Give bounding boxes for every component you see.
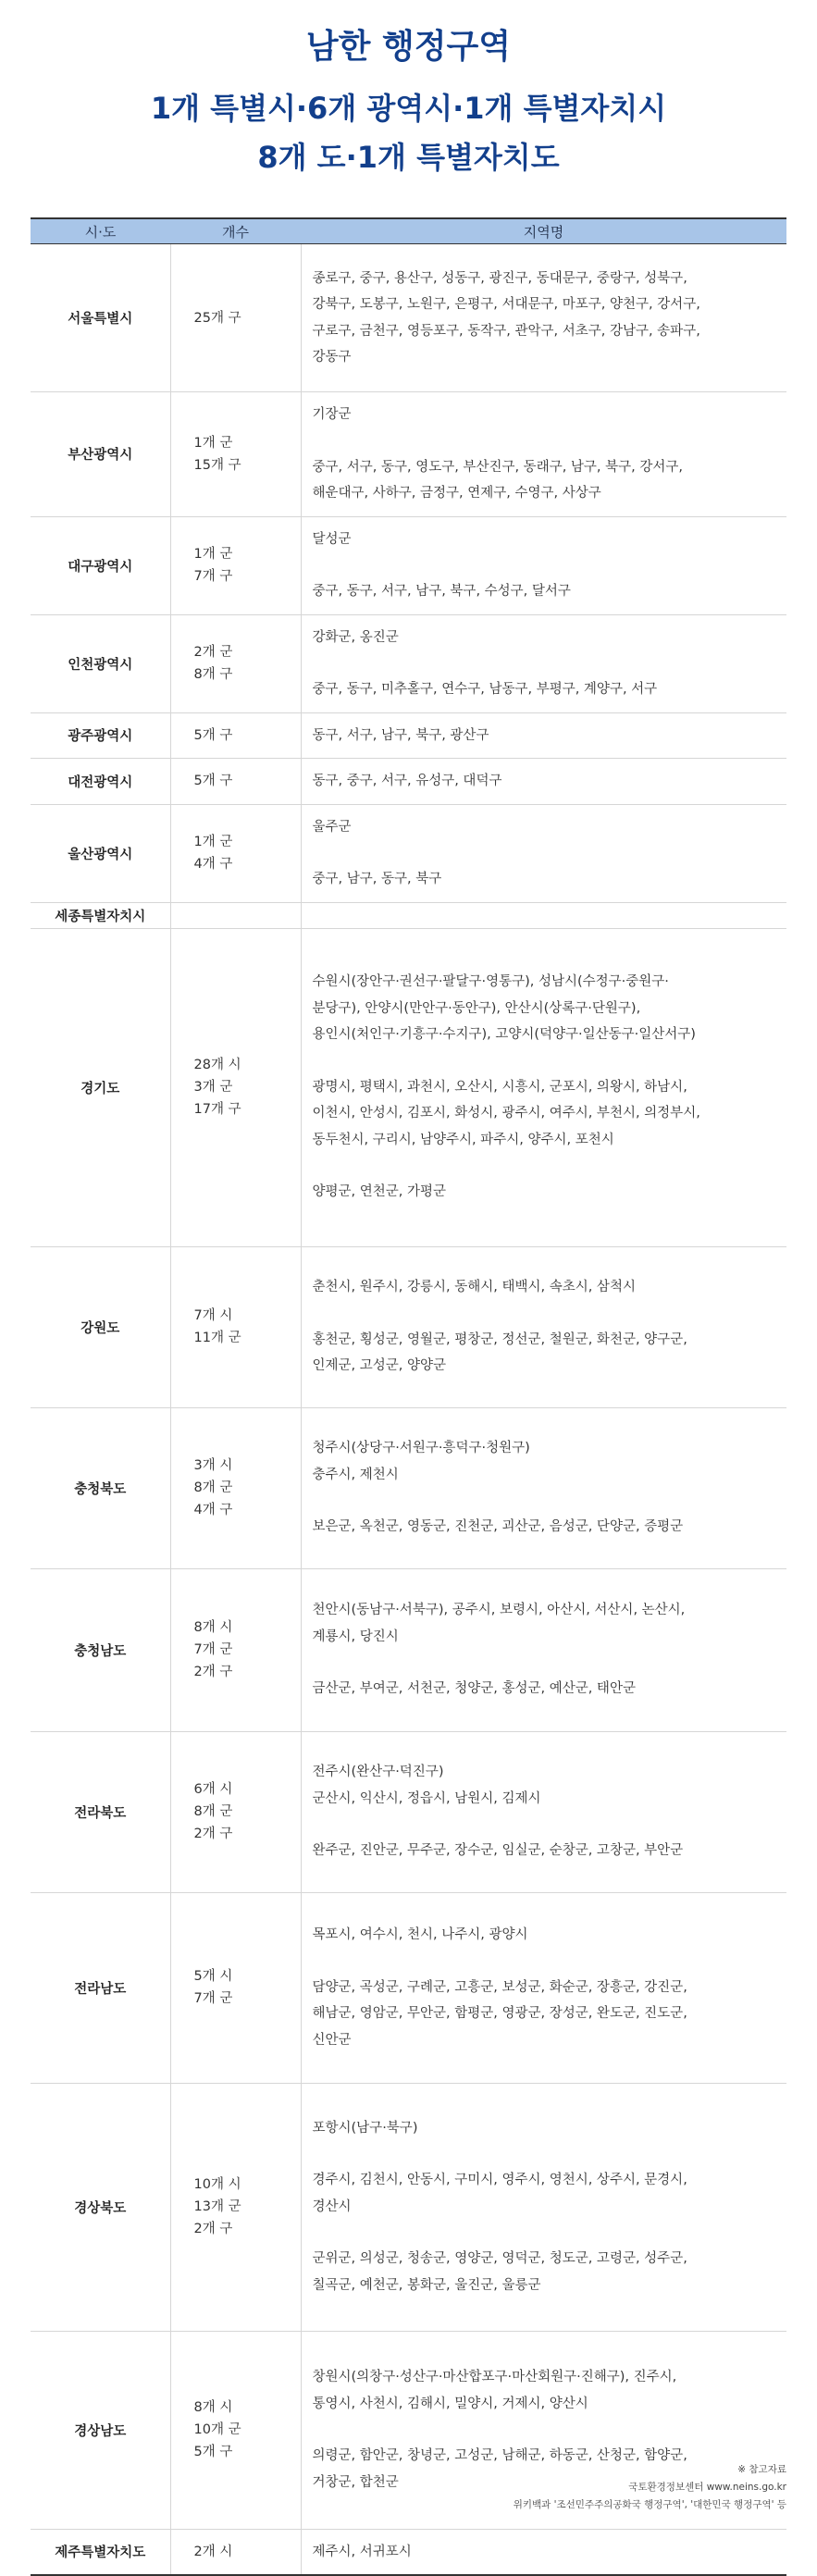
group-spacer bbox=[313, 2220, 780, 2246]
unit-count-line: 1개 군 bbox=[193, 835, 233, 849]
unit-count-line: 2개 군 bbox=[193, 645, 233, 660]
sido-name: 울산광역시 bbox=[31, 804, 170, 902]
region-names-line: 중구, 동구, 미추홀구, 연수구, 남동구, 부평구, 계양구, 서구 bbox=[312, 682, 658, 697]
sido-name: 충청남도 bbox=[31, 1568, 170, 1731]
unit-count-line: 10개 시 bbox=[193, 2177, 241, 2192]
table-row bbox=[31, 1731, 786, 1892]
region-names-line: 담양군, 곡성군, 구례군, 고흥군, 보성군, 화순군, 장흥군, 강진군, bbox=[312, 1979, 687, 1995]
region-names bbox=[301, 244, 786, 392]
region-names-line: 종로구, 중구, 용산구, 성동구, 광진구, 동대문구, 중랑구, 성북구, bbox=[312, 270, 687, 286]
unit-count-line: 1개 군 bbox=[193, 547, 233, 562]
group-spacer bbox=[313, 650, 780, 676]
unit-count bbox=[170, 928, 301, 1246]
region-names-line: 전주시(완산구·덕진구) bbox=[312, 1765, 444, 1780]
region-names-line: 인제군, 고성군, 양양군 bbox=[312, 1358, 446, 1374]
group-spacer bbox=[313, 1949, 780, 1975]
region-names-line: 강동구 bbox=[312, 350, 352, 365]
region-names-line: 통영시, 사천시, 김해시, 밀양시, 거제시, 양산시 bbox=[312, 2396, 588, 2411]
table-header-row bbox=[31, 218, 786, 244]
group-spacer bbox=[313, 840, 780, 866]
region-names-line: 청주시(상당구·서원구·흥덕구·청원구) bbox=[312, 1441, 530, 1456]
page-subtitle-line1: 1개 특별시·6개 광역시·1개 특별자치시 bbox=[150, 91, 667, 126]
region-names bbox=[301, 928, 786, 1246]
unit-count-line: 6개 시 bbox=[193, 1782, 233, 1797]
region-names bbox=[301, 1892, 786, 2083]
sido-name: 충청북도 bbox=[31, 1407, 170, 1568]
table-row bbox=[31, 2083, 786, 2331]
unit-count bbox=[170, 759, 301, 805]
unit-count-line: 8개 구 bbox=[193, 667, 233, 682]
sido-name: 서울특별시 bbox=[31, 244, 170, 392]
group-spacer bbox=[313, 428, 780, 454]
unit-count bbox=[170, 902, 301, 928]
header-region-names: 지역명 bbox=[301, 218, 786, 244]
region-names bbox=[301, 516, 786, 614]
table-row bbox=[31, 712, 786, 759]
unit-count-line: 7개 시 bbox=[193, 1308, 233, 1323]
region-names-line: 중구, 서구, 동구, 영도구, 부산진구, 동래구, 남구, 북구, 강서구, bbox=[312, 459, 684, 475]
unit-count bbox=[170, 1407, 301, 1568]
region-names-line: 군산시, 익산시, 정읍시, 남원시, 김제시 bbox=[312, 1790, 541, 1806]
group-spacer bbox=[313, 1301, 780, 1327]
table-row bbox=[31, 902, 786, 928]
table-row bbox=[31, 2529, 786, 2575]
region-names-line: 강화군, 옹진군 bbox=[312, 629, 399, 645]
unit-count bbox=[170, 2331, 301, 2529]
unit-count-line: 11개 군 bbox=[193, 1331, 241, 1345]
region-names bbox=[301, 392, 786, 517]
unit-count bbox=[170, 244, 301, 392]
unit-count-line: 8개 시 bbox=[193, 2400, 233, 2415]
unit-count bbox=[170, 392, 301, 517]
region-names-line: 포항시(남구·북구) bbox=[312, 2120, 418, 2136]
region-names-line: 해운대구, 사하구, 금정구, 연제구, 수영구, 사상구 bbox=[312, 486, 601, 501]
unit-count-line: 28개 시 bbox=[193, 1058, 241, 1072]
region-names-line: 용인시(처인구·기흥구·수지구), 고양시(덕양구·일산동구·일산서구) bbox=[312, 1027, 696, 1043]
unit-count bbox=[170, 516, 301, 614]
region-names-line: 홍천군, 횡성군, 영월군, 평창군, 정선군, 철원군, 화천군, 양구군, bbox=[312, 1331, 687, 1347]
page-subtitle-line2: 8개 도·1개 특별자치도 bbox=[257, 140, 560, 175]
unit-count bbox=[170, 1731, 301, 1892]
header-sido: 시·도 bbox=[31, 218, 170, 244]
table-row bbox=[31, 1246, 786, 1407]
unit-count bbox=[170, 804, 301, 902]
region-names-line: 군위군, 의성군, 청송군, 영양군, 영덕군, 청도군, 고령군, 성주군, bbox=[312, 2251, 687, 2267]
region-names bbox=[301, 804, 786, 902]
unit-count-line: 4개 구 bbox=[193, 1503, 233, 1517]
unit-count bbox=[170, 712, 301, 759]
region-names-line: 중구, 남구, 동구, 북구 bbox=[312, 872, 442, 886]
table-row bbox=[31, 516, 786, 614]
region-names-line: 강북구, 도봉구, 노원구, 은평구, 서대문구, 마포구, 양천구, 강서구, bbox=[312, 297, 700, 312]
region-names-line: 계룡시, 당진시 bbox=[312, 1629, 399, 1644]
table-row bbox=[31, 614, 786, 712]
region-names-line: 기장군 bbox=[312, 407, 352, 422]
footer-note: ※ 참고자료 bbox=[737, 2464, 786, 2475]
region-names-line: 목포시, 여수시, 천시, 나주시, 광양시 bbox=[312, 1927, 528, 1942]
group-spacer bbox=[313, 1812, 780, 1838]
group-spacer bbox=[313, 1650, 780, 1676]
unit-count-line: 2개 구 bbox=[193, 1665, 233, 1679]
region-names-line: 해남군, 영암군, 무안군, 함평군, 영광군, 장성군, 완도군, 진도군, bbox=[312, 2006, 687, 2021]
region-names-line: 동구, 중구, 서구, 유성구, 대덕구 bbox=[312, 774, 502, 788]
unit-count-line: 25개 구 bbox=[193, 310, 241, 326]
unit-count-line: 5개 구 bbox=[193, 774, 233, 789]
region-names bbox=[301, 1568, 786, 1731]
header-count: 개수 bbox=[170, 218, 301, 244]
unit-count-line: 1개 군 bbox=[193, 435, 233, 451]
unit-count-line: 8개 시 bbox=[193, 1620, 233, 1635]
region-names-line: 이천시, 안성시, 김포시, 화성시, 광주시, 여주시, 부천시, 의정부시, bbox=[312, 1106, 700, 1121]
region-names-line: 완주군, 진안군, 무주군, 장수군, 임실군, 순창군, 고창군, 부안군 bbox=[312, 1843, 684, 1859]
unit-count-line: 8개 군 bbox=[193, 1804, 233, 1819]
region-names-line: 금산군, 부여군, 서천군, 청양군, 홍성군, 예산군, 태안군 bbox=[312, 1681, 636, 1697]
sido-name: 경상북도 bbox=[31, 2083, 170, 2331]
region-names bbox=[301, 712, 786, 759]
region-names-line: 양평군, 연천군, 가평군 bbox=[312, 1184, 446, 1200]
table-row bbox=[31, 1568, 786, 1731]
table-row bbox=[31, 392, 786, 517]
region-names-line: 구로구, 금천구, 영등포구, 동작구, 관악구, 서초구, 강남구, 송파구, bbox=[312, 323, 700, 339]
region-names-line: 충주시, 제천시 bbox=[312, 1467, 399, 1482]
unit-count bbox=[170, 1892, 301, 2083]
region-names bbox=[301, 902, 786, 928]
sido-name: 제주특별자치도 bbox=[31, 2529, 170, 2575]
region-names bbox=[301, 1246, 786, 1407]
sido-name: 세종특별자치시 bbox=[31, 902, 170, 928]
region-names-line: 경주시, 김천시, 안동시, 구미시, 영주시, 영천시, 상주시, 문경시, bbox=[312, 2173, 687, 2188]
unit-count bbox=[170, 2529, 301, 2575]
sido-name: 부산광역시 bbox=[31, 392, 170, 517]
region-names-line: 중구, 동구, 서구, 남구, 북구, 수성구, 달서구 bbox=[312, 584, 571, 599]
footer-source-1: 국토환경정보센터 www.neins.go.kr bbox=[628, 2482, 786, 2493]
unit-count-line: 5개 구 bbox=[193, 727, 233, 743]
sido-name: 전라북도 bbox=[31, 1731, 170, 1892]
region-names-line: 보은군, 옥천군, 영동군, 진천군, 괴산군, 음성군, 단양군, 증평군 bbox=[312, 1519, 684, 1535]
region-names-line: 제주시, 서귀포시 bbox=[312, 2544, 412, 2559]
table-row bbox=[31, 244, 786, 392]
sido-name: 인천광역시 bbox=[31, 614, 170, 712]
region-names-line: 신안군 bbox=[312, 2032, 352, 2048]
region-names bbox=[301, 2083, 786, 2331]
region-names-line: 울주군 bbox=[312, 819, 352, 835]
page-title: 남한 행정구역 bbox=[305, 28, 512, 66]
unit-count-line: 2개 시 bbox=[193, 2544, 233, 2559]
region-names bbox=[301, 1731, 786, 1892]
unit-count bbox=[170, 2083, 301, 2331]
unit-count-line: 5개 구 bbox=[193, 2445, 233, 2459]
unit-count-line: 7개 구 bbox=[193, 569, 233, 584]
unit-count-line: 2개 구 bbox=[193, 2222, 233, 2236]
unit-count bbox=[170, 1568, 301, 1731]
unit-count-line: 7개 군 bbox=[193, 1642, 233, 1657]
region-names bbox=[301, 614, 786, 712]
region-names-line: 광명시, 평택시, 과천시, 오산시, 시흥시, 군포시, 의왕시, 하남시, bbox=[312, 1079, 687, 1095]
region-names-line: 동두천시, 구리시, 남양주시, 파주시, 양주시, 포천시 bbox=[312, 1132, 614, 1147]
region-names-line: 천안시(동남구·서북구), 공주시, 보령시, 아산시, 서산시, 논산시, bbox=[312, 1603, 686, 1618]
footer-references bbox=[514, 2461, 786, 2514]
table-row bbox=[31, 759, 786, 805]
unit-count-line: 2개 구 bbox=[193, 1827, 233, 1841]
sido-name: 경상남도 bbox=[31, 2331, 170, 2529]
region-names bbox=[301, 2529, 786, 2575]
unit-count-line: 10개 군 bbox=[193, 2422, 241, 2437]
sido-name: 강원도 bbox=[31, 1246, 170, 1407]
table-row bbox=[31, 1407, 786, 1568]
unit-count bbox=[170, 1246, 301, 1407]
unit-count-line: 8개 군 bbox=[193, 1480, 233, 1495]
unit-count-line: 4개 구 bbox=[193, 857, 233, 872]
footer-source-2: 위키백과 '조선민주주의공화국 행정구역', '대한민국 행정구역' 등 bbox=[513, 2499, 786, 2510]
group-spacer bbox=[313, 2141, 780, 2167]
region-names-line: 의령군, 함안군, 창녕군, 고성군, 남해군, 하동군, 산청군, 함양군, bbox=[312, 2448, 687, 2463]
region-names-line: 칠곡군, 예천군, 봉화군, 울진군, 울릉군 bbox=[312, 2277, 541, 2293]
unit-count-line: 5개 시 bbox=[193, 1969, 233, 1984]
table-body bbox=[31, 244, 786, 2576]
sido-name: 경기도 bbox=[31, 928, 170, 1246]
unit-count-line: 15개 구 bbox=[193, 457, 241, 473]
region-names-line: 달성군 bbox=[312, 531, 352, 547]
region-names-line: 창원시(의창구·성산구·마산합포구·마산회원구·진해구), 진주시, bbox=[312, 2370, 677, 2384]
group-spacer bbox=[313, 1153, 780, 1179]
unit-count-line: 17개 구 bbox=[193, 1102, 241, 1117]
group-spacer bbox=[313, 1048, 780, 1074]
sido-name: 전라남도 bbox=[31, 1892, 170, 2083]
sido-name: 대전광역시 bbox=[31, 759, 170, 805]
group-spacer bbox=[313, 2417, 780, 2443]
region-names-line: 수원시(장안구·권선구·팔달구·영통구), 성남시(수정구·중원구· bbox=[312, 974, 669, 990]
table-row bbox=[31, 928, 786, 1246]
group-spacer bbox=[313, 552, 780, 578]
unit-count bbox=[170, 614, 301, 712]
unit-count-line: 3개 시 bbox=[193, 1458, 233, 1473]
region-names-line: 춘천시, 원주시, 강릉시, 동해시, 태백시, 속초시, 삼척시 bbox=[312, 1280, 636, 1295]
region-names-line: 동구, 서구, 남구, 북구, 광산구 bbox=[312, 727, 489, 743]
unit-count-line: 3개 군 bbox=[193, 1080, 233, 1095]
region-names-line: 거창군, 합천군 bbox=[312, 2474, 399, 2490]
table-row bbox=[31, 804, 786, 902]
region-names-line: 경산시 bbox=[312, 2198, 352, 2214]
region-names bbox=[301, 759, 786, 805]
sido-name: 대구광역시 bbox=[31, 516, 170, 614]
region-names-line: 분당구), 안양시(만안구·동안구), 안산시(상록구·단원구), bbox=[312, 1000, 641, 1016]
sido-name: 광주광역시 bbox=[31, 712, 170, 759]
region-table bbox=[31, 217, 786, 2576]
region-names bbox=[301, 1407, 786, 1568]
group-spacer bbox=[313, 1488, 780, 1514]
unit-count-line: 13개 군 bbox=[193, 2199, 241, 2214]
unit-count-line: 7개 군 bbox=[193, 1991, 233, 2006]
table-row bbox=[31, 1892, 786, 2083]
